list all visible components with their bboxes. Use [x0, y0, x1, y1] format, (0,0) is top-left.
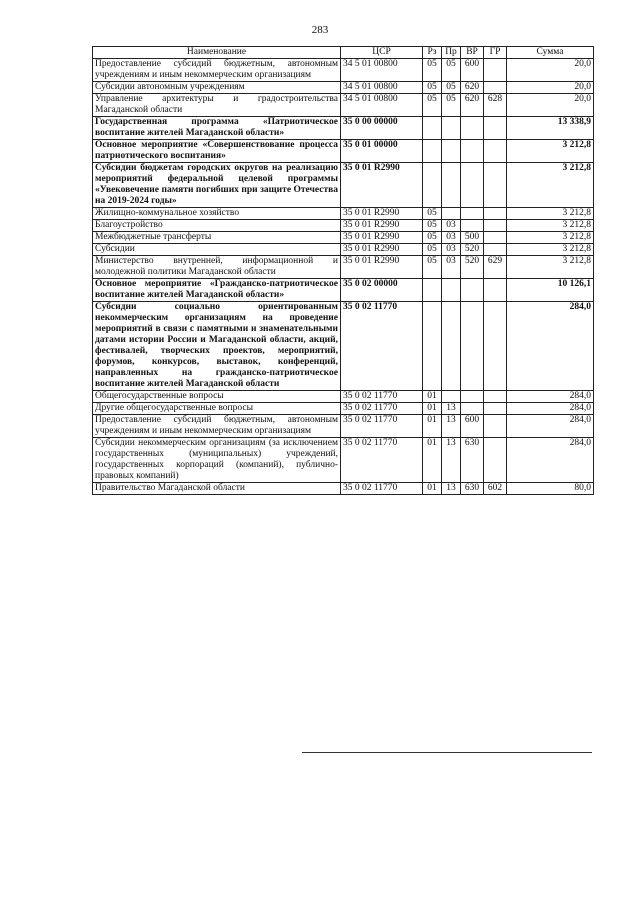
row-vr [461, 391, 484, 403]
row-vr: 520 [461, 256, 484, 279]
row-pr: 13 [442, 403, 461, 415]
row-rz [423, 140, 442, 163]
row-name: Основное мероприятие «Совершенствование процесса патриотического воспитания» [93, 140, 341, 163]
row-sum: 284,0 [507, 302, 594, 391]
row-gr [484, 279, 507, 302]
table-row [93, 403, 594, 415]
row-name: Субсидии бюджетам городских округов на реализацию мероприятий федеральной целевой программы «Увековечение памяти погибших при защите Отечества на 2019-2024 годы» [93, 163, 341, 208]
row-pr: 13 [442, 415, 461, 438]
table-row [93, 256, 594, 279]
row-name: Министерство внутренней, информационной и молодежной политики Магаданской области [93, 256, 341, 279]
row-name: Другие общегосударственные вопросы [93, 403, 341, 415]
row-name: Благоустройство [93, 220, 341, 232]
row-rz: 05 [423, 220, 442, 232]
row-csr: 34 5 01 00800 [341, 94, 423, 117]
row-name: Жилищно-коммунальное хозяйство [93, 208, 341, 220]
table-row [93, 82, 594, 94]
row-sum: 20,0 [507, 82, 594, 94]
row-gr [484, 163, 507, 208]
row-csr: 35 0 01 R2990 [341, 220, 423, 232]
table-row [93, 163, 594, 208]
row-sum: 10 126,1 [507, 279, 594, 302]
row-name: Основное мероприятие «Гражданско-патриотическое воспитание жителей Магаданской области» [93, 279, 341, 302]
row-pr: 03 [442, 232, 461, 244]
table-row [93, 208, 594, 220]
row-vr [461, 220, 484, 232]
row-gr [484, 415, 507, 438]
header-vr: ВР [461, 47, 484, 59]
row-rz: 01 [423, 403, 442, 415]
row-rz: 05 [423, 256, 442, 279]
table-row [93, 59, 594, 82]
row-pr [442, 302, 461, 391]
row-gr [484, 244, 507, 256]
row-sum: 3 212,8 [507, 256, 594, 279]
row-sum: 20,0 [507, 94, 594, 117]
row-pr: 05 [442, 59, 461, 82]
row-vr [461, 208, 484, 220]
row-csr: 35 0 02 11770 [341, 403, 423, 415]
row-name: Субсидии [93, 244, 341, 256]
row-pr [442, 140, 461, 163]
row-csr: 35 0 02 11770 [341, 391, 423, 403]
row-sum: 3 212,8 [507, 163, 594, 208]
row-vr [461, 117, 484, 140]
row-rz: 05 [423, 94, 442, 117]
row-gr [484, 302, 507, 391]
row-rz: 01 [423, 415, 442, 438]
table-row [93, 94, 594, 117]
row-rz: 05 [423, 232, 442, 244]
row-vr [461, 163, 484, 208]
row-rz: 01 [423, 438, 442, 483]
row-sum: 3 212,8 [507, 220, 594, 232]
page-number: 283 [311, 24, 329, 36]
row-gr [484, 391, 507, 403]
row-csr: 35 0 01 R2990 [341, 163, 423, 208]
row-pr: 13 [442, 438, 461, 483]
row-name: Предоставление субсидий бюджетным, автономным учреждениям и иным некоммерческим организациям [93, 59, 341, 82]
row-csr: 35 0 02 11770 [341, 415, 423, 438]
row-name: Предоставление субсидий бюджетным, автономным учреждениям и иным некоммерческим организациям [93, 415, 341, 438]
row-pr [442, 117, 461, 140]
row-vr [461, 403, 484, 415]
row-sum: 3 212,8 [507, 208, 594, 220]
row-csr: 35 0 02 00000 [341, 279, 423, 302]
row-sum: 13 338,9 [507, 117, 594, 140]
row-sum: 3 212,8 [507, 244, 594, 256]
row-csr: 35 0 01 R2990 [341, 244, 423, 256]
row-gr [484, 140, 507, 163]
row-sum: 3 212,8 [507, 232, 594, 244]
table-row [93, 391, 594, 403]
row-rz: 01 [423, 483, 442, 495]
row-gr [484, 117, 507, 140]
header-sum: Сумма [507, 47, 594, 59]
row-sum: 20,0 [507, 59, 594, 82]
row-vr: 620 [461, 94, 484, 117]
row-rz: 01 [423, 391, 442, 403]
row-csr: 34 5 01 00800 [341, 82, 423, 94]
table-row [93, 483, 594, 495]
row-gr [484, 232, 507, 244]
header-gr: ГР [484, 47, 507, 59]
row-pr: 03 [442, 220, 461, 232]
row-rz: 05 [423, 208, 442, 220]
row-rz [423, 163, 442, 208]
row-pr [442, 391, 461, 403]
row-vr: 520 [461, 244, 484, 256]
row-pr: 13 [442, 483, 461, 495]
table-body [93, 59, 594, 495]
row-pr [442, 163, 461, 208]
row-gr [484, 82, 507, 94]
row-name: Субсидии автономным учреждениям [93, 82, 341, 94]
row-name: Субсидии некоммерческим организациям (за исключением государственных (муниципальных) учреждений, государственных корпораций (компаний), публично-правовых компаний) [93, 438, 341, 483]
table-row [93, 140, 594, 163]
row-gr: 628 [484, 94, 507, 117]
header-pr: Пр [442, 47, 461, 59]
row-name: Управление архитектуры и градостроительства Магаданской области [93, 94, 341, 117]
row-gr [484, 220, 507, 232]
row-gr [484, 208, 507, 220]
row-rz: 05 [423, 59, 442, 82]
row-csr: 35 0 01 R2990 [341, 232, 423, 244]
header-rz: Рз [423, 47, 442, 59]
row-csr: 35 0 02 11770 [341, 483, 423, 495]
row-gr: 629 [484, 256, 507, 279]
row-vr: 620 [461, 82, 484, 94]
row-name: Государственная программа «Патриотическое воспитание жителей Магаданской области» [93, 117, 341, 140]
table-row [93, 244, 594, 256]
row-rz: 05 [423, 82, 442, 94]
row-vr [461, 140, 484, 163]
row-vr [461, 302, 484, 391]
row-gr [484, 438, 507, 483]
row-sum: 284,0 [507, 391, 594, 403]
row-csr: 35 0 02 11770 [341, 302, 423, 391]
row-pr [442, 279, 461, 302]
budget-table [92, 46, 594, 495]
row-gr [484, 403, 507, 415]
row-vr: 600 [461, 59, 484, 82]
row-rz [423, 279, 442, 302]
row-pr: 03 [442, 256, 461, 279]
row-csr: 35 0 00 00000 [341, 117, 423, 140]
row-name: Общегосударственные вопросы [93, 391, 341, 403]
table-row [93, 117, 594, 140]
table-row [93, 279, 594, 302]
row-sum: 284,0 [507, 403, 594, 415]
table-row [93, 302, 594, 391]
footer-rule [302, 752, 592, 753]
row-csr: 34 5 01 00800 [341, 59, 423, 82]
row-gr: 602 [484, 483, 507, 495]
row-name: Межбюджетные трансферты [93, 232, 341, 244]
row-name: Субсидии социально ориентированным некоммерческим организациям на проведение мероприятий в связи с памятными и знаменательными датами истории России и Магаданской области, акций, фестивалей, творческих проектов, мероприятий, форумов, конкурсов, выставок, конференций, направленных на гражданско-патриотическое воспитание жителей Магаданской области [93, 302, 341, 391]
row-sum: 284,0 [507, 438, 594, 483]
row-gr [484, 59, 507, 82]
row-vr: 500 [461, 232, 484, 244]
row-pr: 03 [442, 244, 461, 256]
table-row [93, 438, 594, 483]
row-pr: 05 [442, 82, 461, 94]
table-row [93, 220, 594, 232]
row-rz: 05 [423, 244, 442, 256]
row-rz [423, 117, 442, 140]
header-name: Наименование [93, 47, 341, 59]
row-pr: 05 [442, 94, 461, 117]
row-csr: 35 0 01 R2990 [341, 256, 423, 279]
row-sum: 3 212,8 [507, 140, 594, 163]
row-csr: 35 0 02 11770 [341, 438, 423, 483]
row-sum: 80,0 [507, 483, 594, 495]
row-rz [423, 302, 442, 391]
row-vr: 630 [461, 438, 484, 483]
row-vr: 630 [461, 483, 484, 495]
row-vr: 600 [461, 415, 484, 438]
row-sum: 284,0 [507, 415, 594, 438]
row-vr [461, 279, 484, 302]
header-csr: ЦСР [341, 47, 423, 59]
row-csr: 35 0 01 R2990 [341, 208, 423, 220]
row-csr: 35 0 01 00000 [341, 140, 423, 163]
table-header-row [93, 47, 594, 59]
table-row [93, 232, 594, 244]
row-pr [442, 208, 461, 220]
row-name: Правительство Магаданской области [93, 483, 341, 495]
table-row [93, 415, 594, 438]
